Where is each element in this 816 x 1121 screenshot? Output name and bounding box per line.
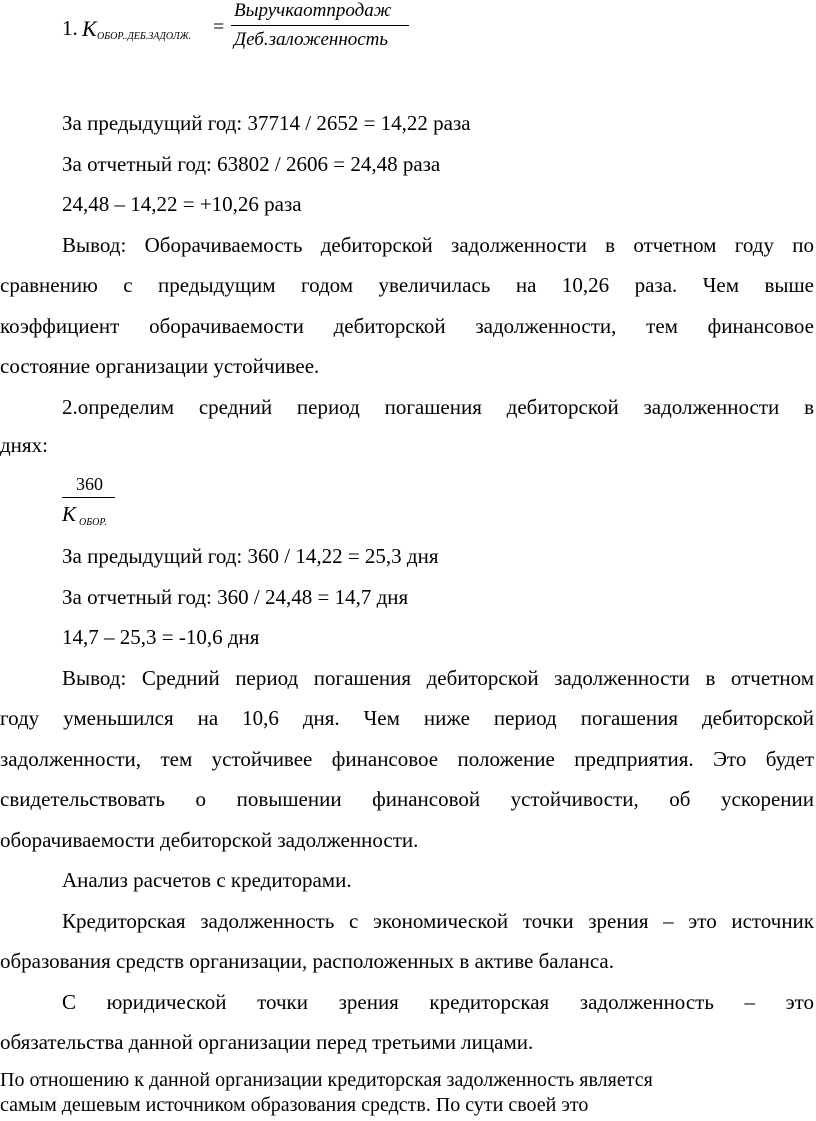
calc-current-year: За отчетный год: 63802 / 2606 = 24,48 раза	[62, 152, 441, 176]
conclusion1-line2: сравнению с предыдущим годом увеличилась на 10,26 раза. Чем выше	[0, 273, 814, 297]
calc-previous-year: За предыдущий год: 37714 / 2652 = 14,22 раза	[62, 111, 471, 135]
conclusion1-line4: состояние организации устойчивее.	[0, 354, 320, 378]
calc-difference: 24,48 – 14,22 = +10,26 раза	[62, 192, 302, 216]
formula-denominator: Деб.заложенность	[234, 29, 389, 50]
legal-para-line1: С юридической точки зрения кредиторская задолженность – это	[62, 990, 814, 1014]
conclusion2-line2: году уменьшился на 10,6 дня. Чем ниже период погашения дебиторской	[0, 706, 814, 730]
formula-number: 1.	[62, 16, 78, 40]
formula2-symbol: К	[62, 502, 76, 526]
formula-symbol: К	[82, 16, 97, 41]
final-para-line1: По отношению к данной организации кредиторская задолженность является	[0, 1069, 653, 1091]
conclusion1-line1: Вывод: Оборачиваемость дебиторской задолженности в отчетном году по	[62, 233, 814, 257]
calc2-difference: 14,7 – 25,3 = -10,6 дня	[62, 625, 260, 649]
fraction-bar	[62, 497, 115, 498]
conclusion2-line5: оборачиваемости дебиторской задолженности.	[0, 828, 419, 852]
formula2-subscript: ОБОР.	[79, 517, 107, 528]
formula-numerator: Выручкаотпродаж	[234, 0, 392, 21]
final-para-line2: самым дешевым источником образования средств. По сути своей это	[0, 1094, 589, 1116]
formula2-numerator: 360	[76, 474, 103, 494]
conclusion2-line4: свидетельствовать о повышении финансовой устойчивости, об ускорении	[0, 787, 814, 811]
economic-para-line1: Кредиторская задолженность с экономической точки зрения – это источник	[62, 909, 814, 933]
calc2-previous-year: За предыдущий год: 360 / 14,22 = 25,3 дня	[62, 544, 439, 568]
step2-line1: 2.определим средний период погашения дебиторской задолженности в	[62, 395, 814, 419]
calc2-current-year: За отчетный год: 360 / 24,48 = 14,7 дня	[62, 585, 409, 609]
step2-line2: днях:	[0, 433, 48, 457]
fraction-bar	[231, 25, 409, 26]
legal-para-line2: обязательства данной организации перед третьими лицами.	[0, 1030, 534, 1054]
formula-equals: =	[213, 16, 225, 38]
conclusion1-line3: коэффициент оборачиваемости дебиторской задолженности, тем финансовое	[0, 314, 814, 338]
economic-para-line2: образования средств организации, расположенных в активе баланса.	[0, 949, 614, 973]
conclusion2-line1: Вывод: Средний период погашения дебиторской задолженности в отчетном	[62, 666, 814, 690]
conclusion2-line3: задолженности, тем устойчивее финансовое положение предприятия. Это будет	[0, 747, 814, 771]
section-heading: Анализ расчетов с кредиторами.	[62, 868, 352, 892]
formula-subscript: ОБОР..ДЕБ.ЗАДОЛЖ.	[97, 31, 192, 42]
